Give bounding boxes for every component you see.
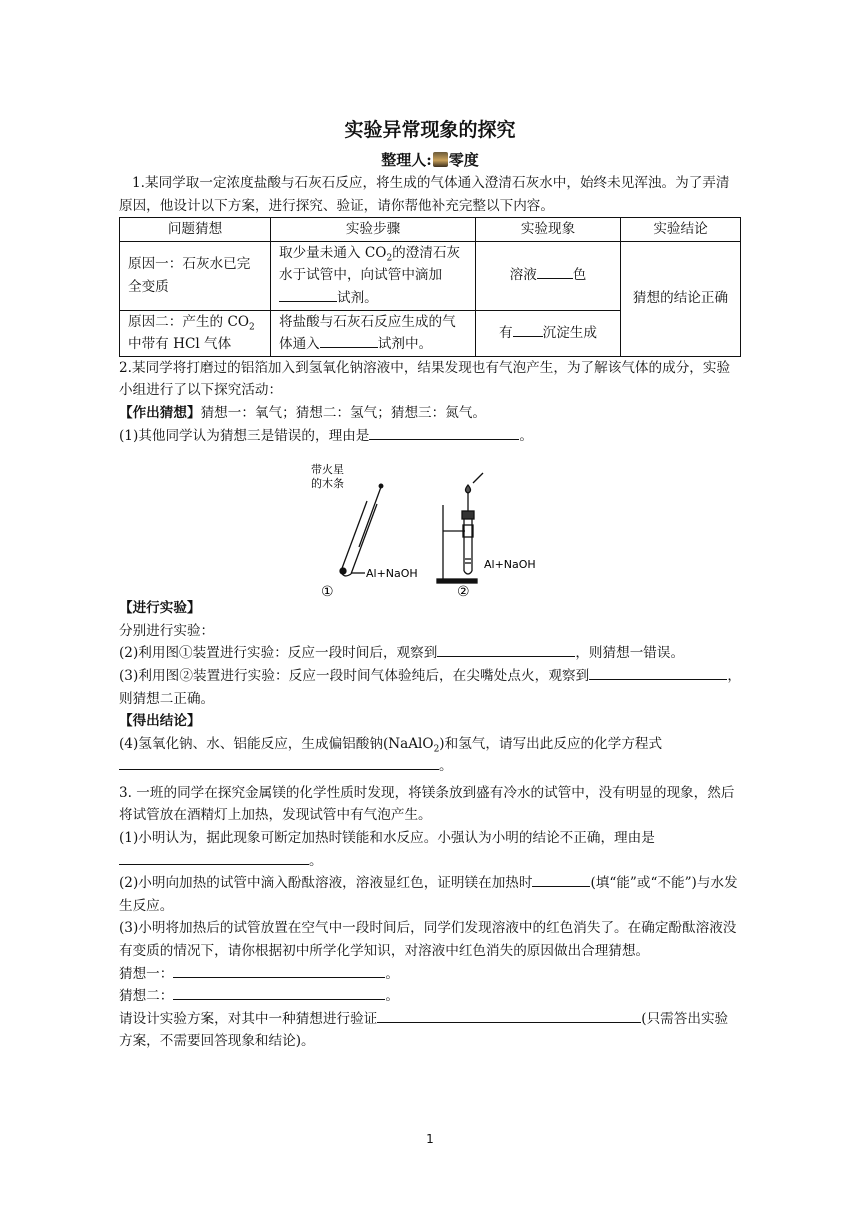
row1-phen-b: 色	[572, 267, 587, 284]
q3-p4-text-a: 请设计实验方案，对其中一种猜想进行验证	[119, 1010, 378, 1027]
figure-1-test-tube	[340, 484, 383, 576]
q2-p1-blank[interactable]	[369, 425, 519, 440]
q3-guess1-end: 。	[385, 965, 399, 982]
q3-intro: 3. 一班的同学在探究金属镁的化学性质时发现，将镁条放到盛有冷水的试管中，没有明显的现象，然后将试管放在酒精灯上加热，发现试管中有气泡产生。	[119, 784, 735, 824]
q3-p2-text-b: (填“能”或“不能”)与水发生反应。	[119, 875, 738, 914]
q2-p4-text-b: )和氢气，请写出此反应的化学方程式	[439, 735, 663, 752]
q2-p3-end: ，则猜想二正确。	[119, 667, 741, 707]
co2-subscript: 2	[249, 322, 255, 333]
q3-p4-text-b: (只需答出实验方案，不需要回答现象和结论)。	[119, 1010, 729, 1050]
row1-phen-a: 溶液	[509, 267, 537, 284]
row1-step-text-c: 试剂。	[337, 289, 378, 306]
q2-figure	[119, 453, 741, 601]
q3-p1-text: (1)小明认为，据此现象可断定加热时镁能和水反应。小强认为小明的结论不正确，理由是	[119, 830, 655, 847]
q3-guess1	[119, 963, 741, 986]
q2-part2	[119, 642, 741, 665]
organizer-label: 整理人:	[381, 151, 432, 169]
q2-hypothesis	[119, 402, 741, 425]
q2-conclusion-label: 【得出结论】	[119, 713, 201, 730]
q2-p2-end: ，则猜想一错误。	[575, 645, 685, 662]
table-header: 实验结论	[621, 218, 741, 242]
q3-p4-blank[interactable]	[377, 1008, 641, 1023]
organizer-line	[0, 149, 860, 170]
q2-p2-text: (2)利用图①装置进行实验：反应一段时间后，观察到	[119, 645, 438, 662]
co2-subscript: 2	[386, 253, 393, 264]
table-header: 实验现象	[476, 218, 621, 242]
row2-phen-b: 沉淀生成	[542, 324, 597, 341]
table-header-row	[120, 218, 741, 242]
row1-guess: 原因一：石灰水已完全变质	[120, 241, 271, 310]
row2-precipitate-blank[interactable]	[513, 322, 543, 337]
figure-2-number: ②	[457, 584, 470, 601]
row2-phen-a: 有	[499, 324, 513, 341]
row2-guess-b: 中带有 HCl 气体	[128, 336, 232, 353]
apparatus-diagram	[119, 453, 741, 601]
row1-step-text-a: 取少量未通入 CO	[279, 244, 387, 261]
q3-guess2-label: 猜想二：	[119, 988, 174, 1005]
organizer-name: 零度	[448, 151, 479, 169]
q2-part1	[119, 425, 741, 448]
q3-guess2-blank[interactable]	[173, 985, 385, 1000]
q2-p1-end: 。	[519, 427, 533, 444]
q2-part4	[119, 733, 741, 778]
table-header: 问题猜想	[120, 218, 271, 242]
row1-color-blank[interactable]	[537, 264, 573, 279]
row2-step	[271, 310, 476, 356]
table-header: 实验步骤	[271, 218, 476, 242]
q2-hypothesis-text: 猜想一：氧气；猜想二：氢气；猜想三：氮气。	[200, 404, 487, 421]
q3-part4	[119, 1008, 741, 1053]
page-title: 实验异常现象的探究	[344, 119, 516, 141]
figure-1-label-line2: 的木条	[311, 477, 344, 491]
q2-p1-text: (1)其他同学认为猜想三是错误的，理由是	[119, 427, 370, 444]
q2-experiment-label: 【进行实验】	[119, 600, 201, 617]
row2-reagent-blank[interactable]	[320, 333, 378, 348]
q3-part1	[119, 827, 741, 872]
q3-p2-blank[interactable]	[532, 872, 590, 887]
q2-p2-blank[interactable]	[437, 642, 575, 657]
q2-p4-end: 。	[439, 758, 453, 775]
row2-step-b: 试剂中。	[377, 336, 433, 353]
figure-2-chem-label: Al+NaOH	[484, 558, 536, 572]
q3-p1-end: 。	[309, 852, 323, 869]
q2-hypothesis-label: 【作出猜想】	[119, 404, 201, 421]
q3-guess1-label: 猜想一：	[119, 965, 174, 982]
q2-p3-text: (3)利用图②装置进行实验：反应一段时间气体验纯后，在尖嘴处点火，观察到	[119, 667, 590, 684]
row2-phenomenon	[476, 310, 621, 356]
row1-step	[271, 241, 476, 310]
q3-guess2-end: 。	[385, 988, 399, 1005]
page-number: 1	[426, 1132, 434, 1146]
q1-table	[119, 217, 741, 357]
row1-phenomenon	[476, 241, 621, 310]
q3-part3: (3)小明将加热后的试管放置在空气中一段时间后，同学们发现溶液中的红色消失了。在确定酚酞溶液没有变质的情况下，请你根据初中所学化学知识，对溶液中红色消失的原因做出合理猜想。	[119, 920, 737, 960]
figure-1-chem-label: Al+NaOH	[366, 567, 418, 581]
table-conclusion: 猜想的结论正确	[621, 241, 741, 356]
q3-guess1-blank[interactable]	[173, 963, 385, 978]
row1-reagent-blank[interactable]	[279, 287, 337, 302]
row2-step-a: 将盐酸与石灰石反应生成的气体通入	[279, 313, 456, 353]
q1-intro: 1.某同学取一定浓度盐酸与石灰石反应，将生成的气体通入澄清石灰水中，始终未见浑浊。为了弄清原因，他设计以下方案，进行探究、验证，请你帮他补充完整以下内容。	[119, 175, 730, 214]
q2-experiment-text: 分别进行实验：	[119, 622, 215, 639]
q3-guess2	[119, 985, 741, 1008]
figure-1-label-line1: 带火星	[311, 463, 344, 477]
row1-step-text-b: 的澄清石灰水于试管中，向试管中滴加	[279, 244, 461, 284]
content	[119, 172, 741, 1053]
row2-guess	[120, 310, 271, 356]
q3-p2-text-a: (2)小明向加热的试管中滴入酚酞溶液，溶液显红色，证明镁在加热时	[119, 875, 533, 892]
row2-guess-a: 原因二：产生的 CO	[128, 313, 250, 330]
q2-p4-text-a: (4)氢氧化钠、水、铝能反应，生成偏铝酸钠(NaAlO	[119, 735, 434, 752]
organizer-logo-icon	[433, 152, 448, 167]
q2-part3	[119, 665, 741, 710]
naalo2-subscript: 2	[433, 744, 440, 755]
q3-p1-blank[interactable]	[119, 850, 309, 865]
q2-p3-blank[interactable]	[589, 665, 727, 680]
q2-intro: 2.某同学将打磨过的铝箔加入到氢氧化钠溶液中，结果发现也有气泡产生，为了解该气体的成分，实验小组进行了以下探究活动：	[119, 359, 731, 399]
q3-part2	[119, 872, 741, 917]
q2-equation-blank[interactable]	[119, 755, 439, 770]
table-row	[120, 241, 741, 310]
figure-2-apparatus	[437, 473, 483, 583]
figure-1-number: ①	[321, 584, 334, 601]
